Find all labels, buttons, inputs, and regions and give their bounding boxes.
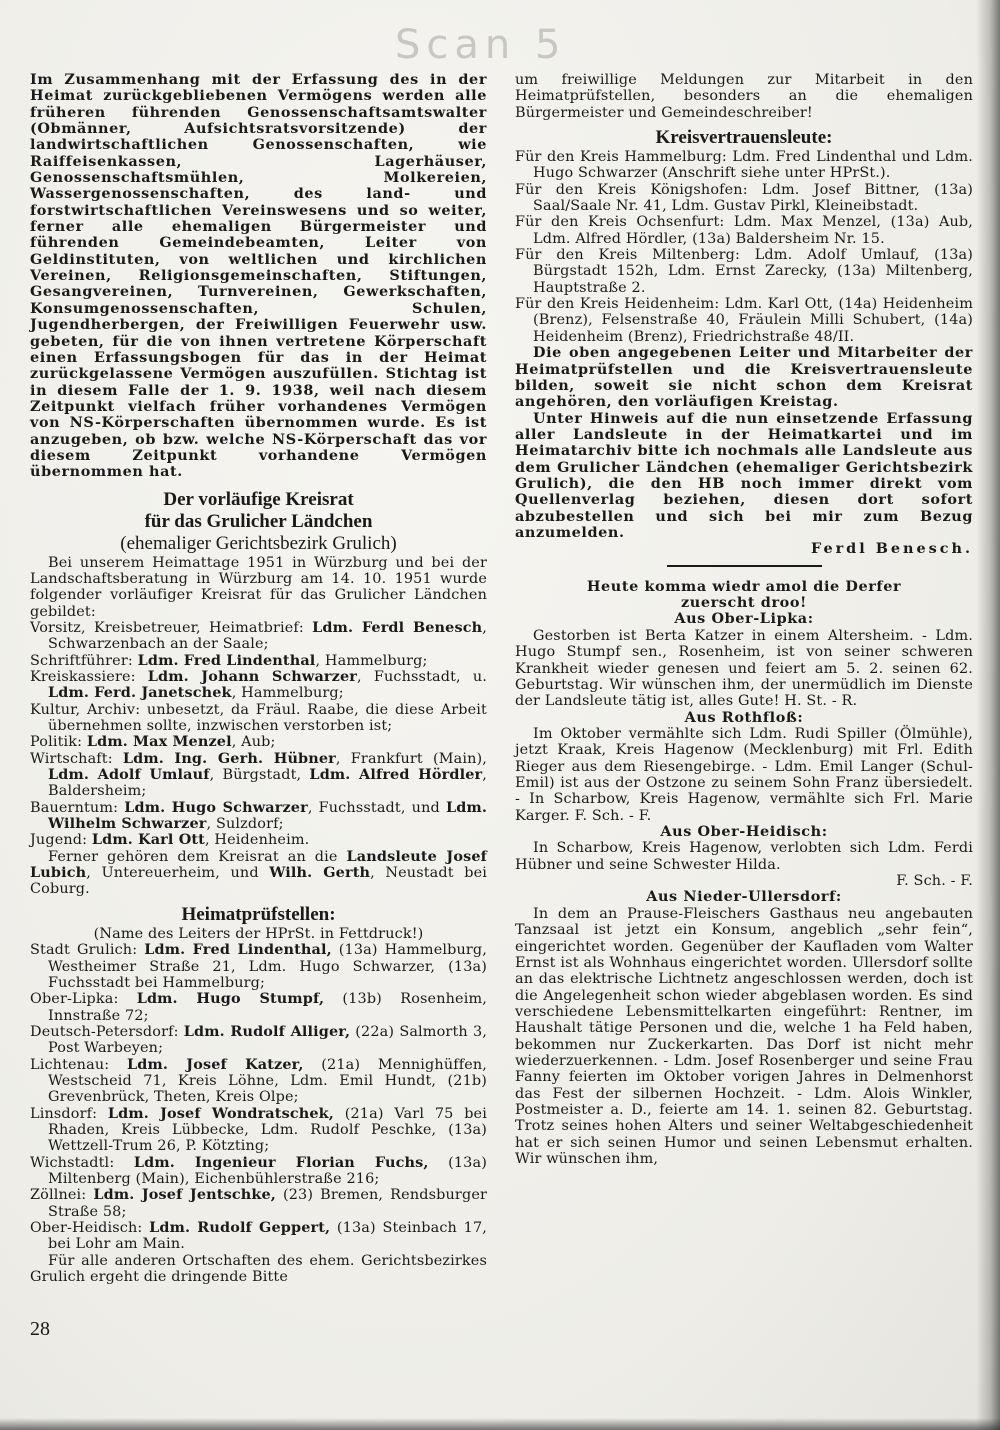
news-village-heading: Aus Ober-Lipka: (674, 610, 814, 628)
news-text: Im Oktober vermählte sich Ldm. Rudi Spiller (Ölmühle), jetzt Kraak, Kreis Hagenow (Mecklenburg) mit Frl. Edith Rieger aus dem Riesengebirge. - Ldm. Emil Langer (Schul-Emil) ist aus der Ostzone zu seinem Sohn Franz übersiedelt. - In Scharbow, Kreis Hagenow, vermählte sich Frl. Marie Karger. F. Sch. - F. (515, 725, 973, 824)
news-village-heading: Aus Ober-Heidisch: (660, 823, 828, 841)
archive-stamp: Scan 5 (395, 22, 567, 68)
abbestellen-paragraph: Unter Hinweis auf die nun einsetzende Erfassung aller Landsleute in der Heimatkartei und im Heimatarchiv bitte ich nochmals alle Landsleute aus dem Grulicher Ländchen (ehemaliger Gerichtsbezirk Grulich), die den HB noch immer direkt vom Quellenverlag beziehen, diesen dort sofort abzubestellen und sich bei mir zum Bezug anzumelden. (515, 409, 973, 541)
news-text: In dem an Prause-Fleischers Gasthaus neu angebauten Tanzsaal ist jetzt ein Konsum, angeblich „sehr fein“, eingerichtet worden. Gegenüber der Kaufladen vom Walter Ernst ist als Wohnhaus eingerichtet worden. Ullersdorf sollte an das elektrische Lichtnetz angeschlossen werden, doch ist die Angelegenheit schon wieder abgeblasen worden. Es sind verschiedene Lebensmittelkarten eingeführt: Rentner, im Haushalt tätige Personen und die, welche 1 ha Feld haben, bekommen nur Zuckerkarten. Das Dorf ist nicht mehr wiederzuerkennen. - Ldm. Josef Rosenberger und seine Frau Fanny feierten im Oktober vorigen Jahres in Delmenhorst das Fest der silbernen Hochzeit. - Ldm. Alois Winkler, Postmeister a. D., feierte am 14. 1. seinen 82. Geburtstag. Trotz seines hohen Alters und seiner Weltabgeschiedenheit hat er sich seinen Humor und seinen Lebensmut erhalten. Wir wünschen ihm, (515, 905, 973, 1168)
page-number: 28 (30, 1318, 50, 1340)
kv-entry: Für den Kreis Königshofen: Ldm. Josef Bittner, (13a) Saal/Saale Nr. 41, Ldm. Gustav Pirkl, Kleineibstadt. (515, 181, 973, 215)
kreisrat-entry: Jugend: Ldm. Karl Ott, Heidenheim. (30, 831, 310, 849)
hps-entry: Deutsch-Petersdorf: Ldm. Rudolf Alliger, (22a) Salmorth 3, Post Warbeyen; (30, 1022, 487, 1057)
kreisrat-heading-line2: für das Grulicher Ländchen (144, 510, 373, 532)
hps-entry: Ober-Lipka: Ldm. Hugo Stumpf, (13b) Rosenheim, Innstraße 72; (30, 990, 487, 1024)
kreisvertrauensleute-list (515, 149, 973, 345)
kv-entry: Für den Kreis Miltenberg: Ldm. Adolf Umlauf, (13a) Bürgstadt 152h, Ldm. Ernst Zarecky, (13a) Miltenberg, Hauptstraße 2. (515, 247, 973, 296)
news-list (515, 611, 973, 1167)
kreisrat-subheading: (ehemaliger Gerichtsbezirk Grulich) (120, 532, 397, 554)
news-heading-line2: zuerscht droo! (681, 594, 807, 612)
kv-entry: Für den Kreis Ochsenfurt: Ldm. Max Menzel, (13a) Aub, Ldm. Alfred Hördler, (13a) Baldersheim Nr. 15. (515, 214, 973, 247)
left-column (30, 72, 487, 1285)
continuation-paragraph: um freiwillige Meldungen zur Mitarbeit in den Heimatprüfstellen, besonders an die ehemaligen Bürgermeister und Gemeindeschreiber! (515, 72, 973, 121)
kreisrat-entry: Kreiskassiere: Ldm. Johann Schwarzer, Fuchsstadt, u. Ldm. Ferd. Janetschek, Hammelburg; (30, 668, 488, 702)
kv-entry: Für den Kreis Heidenheim: Ldm. Karl Ott, (14a) Heidenheim (Brenz), Felsenstraße 40, Fräulein Milli Schubert, (14a) Heidenheim (Brenz), Friedrichstraße 48/II. (515, 296, 973, 345)
news-village-heading: Aus Nieder-Ullersdorf: (646, 888, 842, 906)
news-heading: Heute komma wiedr amol die Derfer (586, 577, 902, 595)
kreisrat-list (30, 620, 487, 849)
intro-paragraph: Im Zusammenhang mit der Erfassung des in der Heimat zurückgebliebenen Vermögens werden alle früheren führenden Genossenschaftsamtswalter (Obmänner, Aufsichtsratsvorsitzende) der landwirtschaftlichen Genossenschaften, wie Raiffeisenkassen, Lagerhäuser, Genossenschaftsmühlen, Molkereien, Wassergenossenschaften, des land- und forstwirtschaftlichen Vereinswesens und so weiter, ferner alle ehemaligen Bürgermeister und führenden Gemeindebeamten, Leiter von Geldinstituten, von weltlichen und kirchlichen Vereinen, Religionsgemeinschaften, Stiftungen, Gesangvereinen, Turnvereinen, Gewerkschaften, Konsumgenossenschaften, Schulen, Jugendherbergen, der Freiwilligen Feuerwehr usw. gebeten, für die von ihnen vertretene Körperschaft einen Erfassungsbogen für das in der Heimat zurückgelassene Vermögen auszufüllen. Stichtag ist in diesem Falle der 1. 9. 1938, weil nach diesem Zeitpunkt vielfach früher vorhandenes Vermögen von NS-Körperschaften übernommen wurde. Es ist anzugeben, ob bzw. welche NS-Körperschaft das vor diesem Zeitpunkt vorhandene Vermögen übernommen hat. (30, 71, 487, 481)
kreisvertrauensleute-heading: Kreisvertrauensleute: (655, 127, 833, 149)
hps-entry: Lichtenau: Ldm. Josef Katzer, (21a) Mennighüffen, Westscheid 71, Kreis Löhne, Ldm. Emil Hundt, (21b) Grevenbrück, Theten, Kreis Olpe; (30, 1055, 488, 1106)
kreisrat-entry: Schriftführer: Ldm. Fred Lindenthal, Hammelburg; (30, 651, 428, 669)
heimatpruefstellen-note: (Name des Leiters der HPrSt. in Fettdruck!) (93, 925, 424, 942)
right-column (515, 72, 973, 1167)
hps-entry: Wichstadtl: Ldm. Ingenieur Florian Fuchs, (13a) Miltenberg (Main), Eichenbühlerstraße 216; (30, 1153, 487, 1187)
heimatpruefstellen-list (30, 942, 487, 1253)
news-village-heading: Aus Rothfloß: (684, 708, 804, 726)
news-text: In Scharbow, Kreis Hagenow, verlobten sich Ldm. Ferdi Hübner und seine Schwester Hilda. (515, 840, 973, 873)
hps-entry: Zöllnei: Ldm. Josef Jentschke, (23) Bremen, Rendsburger Straße 58; (30, 1186, 488, 1220)
page-edge-shadow (976, 0, 1000, 1430)
kreisrat-entry: Vorsitz, Kreisbetreuer, Heimatbrief: Ldm. Ferdl Benesch, Schwarzenbach an der Saale; (30, 618, 487, 653)
page-bottom-shadow (0, 1418, 1000, 1430)
kreisrat-entry: Kultur, Archiv: unbesetzt, da Fräul. Raabe, die diese Arbeit übernehmen sollte, inzwischen verstorben ist; (30, 701, 487, 735)
hps-entry: Stadt Grulich: Ldm. Fred Lindenthal, (13a) Hammelburg, Westheimer Straße 21, Ldm. Hugo Schwarzer, (13a) Fuchsstadt bei Hammelburg; (30, 941, 488, 991)
heimatpruefstellen-heading: Heimatprüfstellen: (181, 903, 336, 925)
section-divider (667, 565, 822, 567)
kreisrat-heading: Der vorläufige Kreisrat (163, 488, 354, 510)
hps-entry: Ober-Heidisch: Ldm. Rudolf Geppert, (13a) Steinbach 17, bei Lohr am Main. (30, 1219, 487, 1253)
closing-paragraph: Für alle anderen Ortschaften des ehem. Gerichtsbezirkes Grulich ergeht die dringende Bitte (30, 1252, 487, 1286)
kreisrat-entry: Wirtschaft: Ldm. Ing. Gerh. Hübner, Frankfurt (Main), Ldm. Adolf Umlauf, Bürgstadt, Ldm. Alfred Hördler, Baldersheim; (30, 749, 487, 800)
signature: Ferdl Benesch. (811, 540, 973, 558)
kreisrat-outro: Ferner gehören dem Kreisrat an die Landsleute Josef Lubich, Untereuerheim, und Wilh. Gerth, Neustadt bei Coburg. (30, 847, 487, 898)
kreisrat-entry: Bauerntum: Ldm. Hugo Schwarzer, Fuchsstadt, und Ldm. Wilhelm Schwarzer, Sulzdorf; (30, 798, 487, 833)
kreisrat-entry: Politik: Ldm. Max Menzel, Aub; (30, 733, 276, 751)
news-sign: F. Sch. - F. (896, 873, 973, 890)
hps-entry: Linsdorf: Ldm. Josef Wondratschek, (21a) Varl 75 bei Rhaden, Kreis Lübbecke, Ldm. Rudolf Peschke, (13a) Wettzell-Trum 26, P. Kötzting; (30, 1104, 487, 1155)
kv-entry: Für den Kreis Hammelburg: Ldm. Fred Lindenthal und Ldm. Hugo Schwarzer (Anschrift siehe unter HPrSt.). (515, 149, 973, 182)
news-text: Gestorben ist Berta Katzer in einem Altersheim. - Ldm. Hugo Stumpf sen., Rosenheim, ist von seiner schweren Krankheit wieder genesen und feiert am 5. 2. seinen 62. Geburtstag. Wir wünschen ihm, der unermüdlich im Dienste der Landsleute tätig ist, alles Gute! H. St. - R. (515, 627, 973, 710)
kreisrat-intro: Bei unserem Heimattage 1951 in Würzburg und bei der Landschaftsberatung in Würzburg am 14. 10. 1951 wurde folgender vorläufiger Kreisrat für das Grulicher Ländchen gebildet: (30, 554, 487, 620)
kreistag-paragraph: Die oben angegebenen Leiter und Mitarbeiter der Heimatprüfstellen und die Kreisvertrauensleute bilden, soweit sie nicht schon dem Kreisrat angehören, den vorläufigen Kreistag. (515, 344, 973, 411)
